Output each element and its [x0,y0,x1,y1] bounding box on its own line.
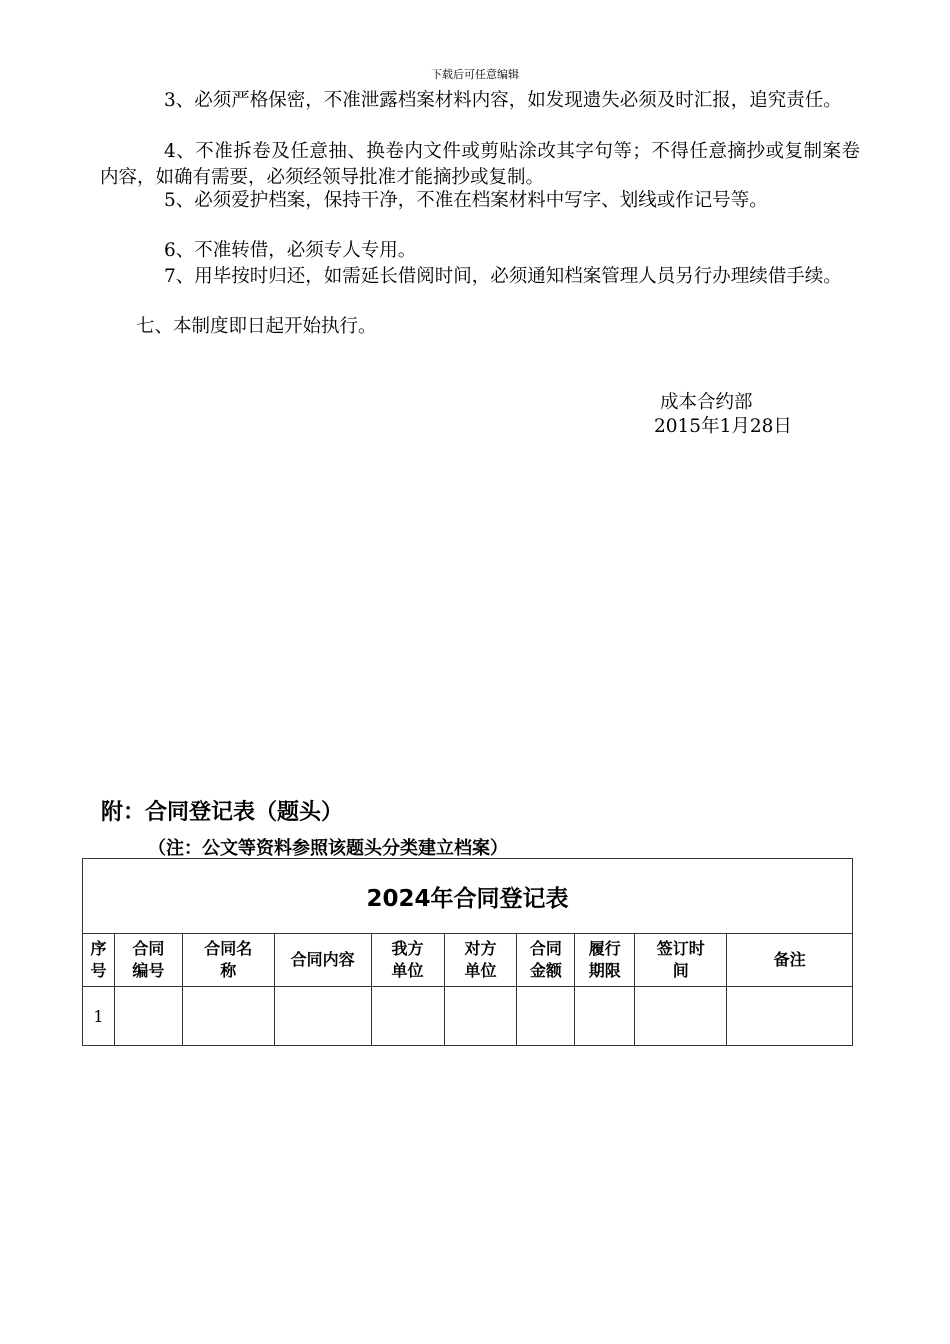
table-cell: 1 [83,987,115,1046]
paragraph-text: 6、不准转借，必须专人专用。 [164,240,417,261]
table-cell [114,987,182,1046]
paragraph-rule-7 [100,264,860,290]
header-cell-signed-date: 签订时 间 [635,934,727,987]
paragraph-text: 7、用毕按时归还，如需延长借阅时间，必须通知档案管理人员另行办理续借手续。 [164,266,842,287]
table-cell [575,987,635,1046]
header-cell-our-party: 我方 单位 [371,934,444,987]
header-cell-other-party: 对方 单位 [444,934,517,987]
paragraph-text: 5、必须爱护档案，保持干净，不准在档案材料中写字、划线或作记号等。 [164,190,768,211]
table-cell [727,987,853,1046]
header-cell-contract-name: 合同名 称 [182,934,274,987]
table-cell [182,987,274,1046]
paragraph-rule-4 [100,139,860,191]
paragraph-text: 3、必须严格保密，不准泄露档案材料内容，如发现遗失必须及时汇报，追究责任。 [164,90,842,111]
header-cell-amount: 合同 金额 [517,934,575,987]
header-cell-remarks: 备注 [727,934,853,987]
paragraph-rule-6 [100,238,860,264]
header-cell-contract-content: 合同内容 [274,934,371,987]
paragraph-section-7 [100,314,860,340]
table-header-row [83,934,853,987]
paragraph-text: 七、本制度即日起开始执行。 [136,316,377,337]
attachment-note: （注：公文等资料参照该题头分类建立档案） [148,838,508,859]
table-row [83,987,853,1046]
table-cell [274,987,371,1046]
contract-register-table [82,858,853,1046]
table-cell [444,987,517,1046]
paragraph-rule-3 [100,88,860,114]
header-cell-seq: 序 号 [83,934,115,987]
attachment-title: 附：合同登记表（题头） [101,800,344,825]
table-cell [635,987,727,1046]
header-cell-term: 履行 期限 [575,934,635,987]
header-note: 下载后可任意编辑 [431,68,519,81]
table-cell [517,987,575,1046]
signature-department: 成本合约部 [660,392,753,413]
paragraph-rule-5 [100,188,860,214]
table-title: 2024年合同登记表 [83,859,853,934]
header-cell-contract-no: 合同 编号 [114,934,182,987]
signature-date: 2015年1月28日 [654,416,792,437]
table-cell [371,987,444,1046]
paragraph-text: 4、不准拆卷及任意抽、换卷内文件或剪贴涂改其字句等；不得任意摘抄或复制案卷内容，如确有需要，必须经领导批准才能摘抄或复制。 [100,141,860,188]
